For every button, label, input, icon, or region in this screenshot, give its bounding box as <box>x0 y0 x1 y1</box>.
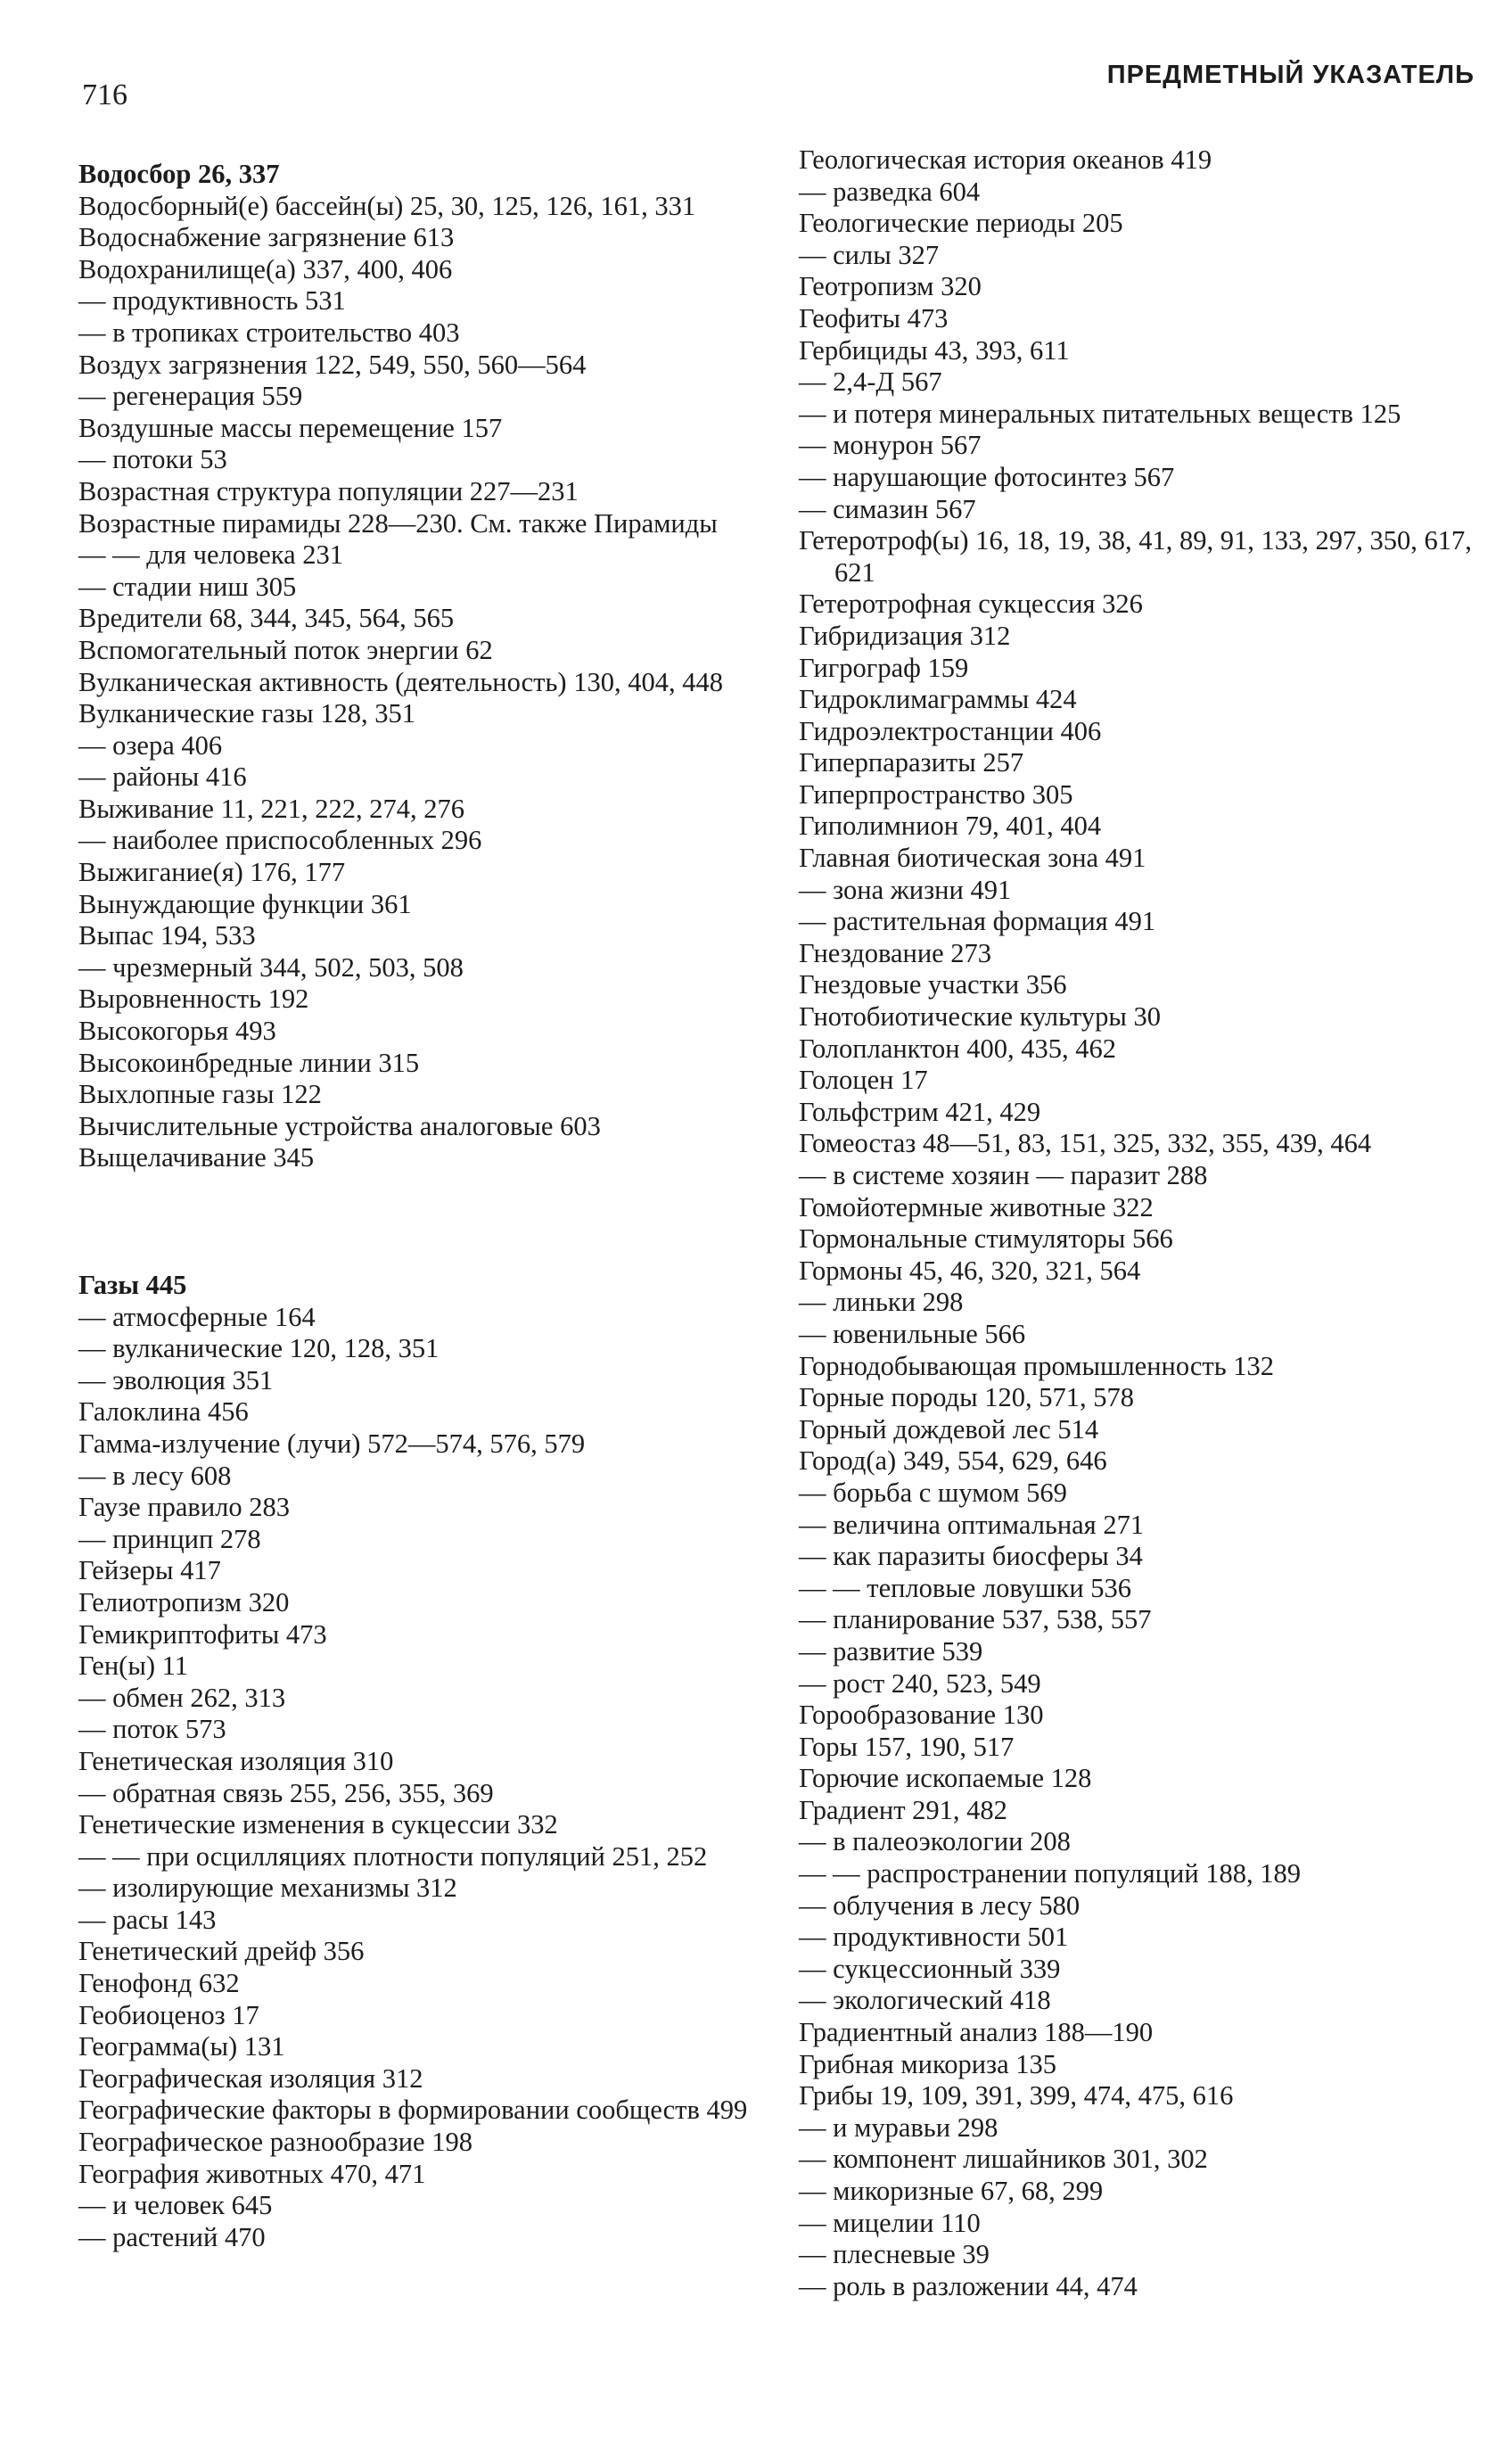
index-entry: Градиент 291, 482 <box>799 1794 1007 1825</box>
index-entry: — растительная формация 491 <box>799 906 1156 937</box>
index-entry: — и муравьи 298 <box>799 2111 998 2143</box>
index-entry: Высокогорья 493 <box>78 1016 276 1047</box>
index-entry: Гелиотропизм 320 <box>78 1586 290 1617</box>
index-entry: — — при осцилляциях плотности популяций 251, 252 <box>78 1840 708 1872</box>
index-entry: — в лесу 608 <box>78 1460 232 1491</box>
index-entry: Геограмма(ы) 131 <box>78 2031 285 2062</box>
index-entry: — эволюция 351 <box>78 1364 274 1395</box>
index-entry: Географическое разнообразие 198 <box>78 2127 472 2158</box>
index-entry: — зона жизни 491 <box>799 874 1012 905</box>
index-entry: — в системе хозяин — паразит 288 <box>799 1160 1208 1190</box>
index-entry: Гидроклимаграммы 424 <box>799 684 1077 715</box>
index-entry: — борьба с шумом 569 <box>799 1477 1067 1508</box>
index-entry: Горнодобывающая промышленность 132 <box>799 1350 1275 1381</box>
index-entry: — — для человека 231 <box>78 539 344 571</box>
index-entry: Гормональные стимуляторы 566 <box>799 1223 1173 1255</box>
index-entry: — продуктивности 501 <box>799 1922 1069 1953</box>
index-entry: Гиперпространство 305 <box>799 778 1073 810</box>
index-entry: — силы 327 <box>799 239 940 270</box>
index-entry: Горообразование 130 <box>799 1700 1044 1731</box>
index-entry: — в тропиках строительство 403 <box>78 317 460 348</box>
index-entry: Гомеостаз 48—51, 83, 151, 325, 332, 355, 439, 464 <box>799 1128 1372 1159</box>
index-entry: Гейзеры 417 <box>78 1555 221 1586</box>
index-entry: Гомойотермные животные 322 <box>799 1191 1154 1222</box>
index-entry: Геофиты 473 <box>799 302 949 333</box>
index-entry: Возрастная структура популяции 227—231 <box>78 475 579 506</box>
index-entry: Гетеротрофная сукцессия 326 <box>799 589 1143 620</box>
index-entry: Высокоинбредные линии 315 <box>78 1047 420 1078</box>
index-entry: Вулканические газы 128, 351 <box>78 698 416 729</box>
index-entry: — экологический 418 <box>799 1985 1051 2016</box>
index-entry: Водосборный(е) бассейн(ы) 25, 30, 125, 126, 161, 331 <box>78 190 696 221</box>
index-entry: Генетические изменения в сукцессии 332 <box>78 1809 558 1840</box>
index-entry: — районы 416 <box>78 761 247 793</box>
index-entry: Генетический дрейф 356 <box>78 1936 365 1967</box>
index-entry: География животных 470, 471 <box>78 2158 426 2189</box>
index-entry: Водохранилище(а) 337, 400, 406 <box>78 253 453 284</box>
index-entry: — развитие 539 <box>799 1635 983 1667</box>
index-entry: Гнездовые участки 356 <box>799 969 1067 1000</box>
index-entry: Гетеротроф(ы) 16, 18, 19, 38, 41, 89, 91, 133, 297, 350, 617, 621 <box>799 525 1472 588</box>
index-entry: Горный дождевой лес 514 <box>799 1413 1099 1445</box>
index-entry: Выровненность 192 <box>78 984 309 1015</box>
index-entry: Вынуждающие функции 361 <box>78 888 412 919</box>
index-entry: — изолирующие механизмы 312 <box>78 1873 457 1904</box>
index-entry: Вулканическая активность (деятельность) 130, 404, 448 <box>78 666 723 697</box>
index-entry: Гнотобиотические культуры 30 <box>799 1001 1161 1033</box>
index-entry: — планирование 537, 538, 557 <box>799 1604 1152 1635</box>
index-entry: — плесневые 39 <box>799 2239 990 2270</box>
index-entry: — облучения в лесу 580 <box>799 1889 1081 1921</box>
index-entry: — регенерация 559 <box>78 381 303 412</box>
index-entry: — симазин 567 <box>799 493 976 524</box>
index-entry: — — тепловые ловушки 536 <box>799 1572 1132 1603</box>
index-entry: — 2,4-Д 567 <box>799 366 942 398</box>
index-entry: Градиентный анализ 188—190 <box>799 2017 1154 2048</box>
index-entry: Воздушные массы перемещение 157 <box>78 412 503 443</box>
index-entry: — мицелии 110 <box>799 2207 981 2238</box>
index-entry: Возрастные пирамиды 228—230. См. также Пирамиды <box>78 507 718 539</box>
index-entry: Геологическая история океанов 419 <box>799 144 1212 175</box>
index-entry: — озера 406 <box>78 729 223 761</box>
index-entry: Город(а) 349, 554, 629, 646 <box>799 1445 1107 1477</box>
index-entry: Геотропизм 320 <box>799 271 982 302</box>
index-entry: Вспомогательный поток энергии 62 <box>78 634 493 665</box>
index-entry: — и потеря минеральных питательных веществ 125 <box>799 398 1401 429</box>
index-entry: Водосбор 26, 337 <box>78 159 280 189</box>
index-entry: Генофонд 632 <box>78 1968 240 1999</box>
index-entry: Вычислительные устройства аналоговые 603 <box>78 1110 601 1141</box>
left-column <box>78 159 754 2253</box>
index-entry: — компонент лишайников 301, 302 <box>799 2144 1208 2175</box>
index-entry: Гормоны 45, 46, 320, 321, 564 <box>799 1255 1141 1286</box>
index-entry: Выхлопные газы 122 <box>78 1079 322 1110</box>
index-entry: — в палеоэкологии 208 <box>799 1826 1071 1857</box>
index-entry: — линьки 298 <box>799 1287 964 1318</box>
index-entry: Гольфстрим 421, 429 <box>799 1096 1041 1127</box>
index-entry: — поток 573 <box>78 1714 226 1745</box>
index-entry: — монурон 567 <box>799 430 982 461</box>
index-entry: — — распространении популяций 188, 189 <box>799 1858 1302 1889</box>
index-entry: Голопланктон 400, 435, 462 <box>799 1033 1116 1064</box>
index-entry: Выпас 194, 533 <box>78 920 256 951</box>
index-entry: Выживание 11, 221, 222, 274, 276 <box>78 793 464 824</box>
index-entry: — наиболее приспособленных 296 <box>78 825 482 856</box>
index-entry: — сукцессионный 339 <box>799 1953 1061 1984</box>
index-entry: — стадии ниш 305 <box>78 571 297 602</box>
index-entry: Гербициды 43, 393, 611 <box>799 334 1070 366</box>
right-column <box>799 144 1473 2302</box>
index-entry: — нарушающие фотосинтез 567 <box>799 461 1175 492</box>
index-entry: — ювенильные 566 <box>799 1318 1026 1349</box>
index-entry: Голоцен 17 <box>799 1065 928 1096</box>
running-head: ПРЕДМЕТНЫЙ УКАЗАТЕЛЬ <box>1106 61 1475 89</box>
index-entry: Гамма-излучение (лучи) 572—574, 576, 579 <box>78 1428 586 1459</box>
index-entry: Грибная микориза 135 <box>799 2048 1056 2079</box>
index-entry: — растений 470 <box>78 2221 266 2252</box>
index-entry: — расы 143 <box>78 1904 217 1935</box>
index-entry: Водоснабжение загрязнение 613 <box>78 222 455 253</box>
index-entry: — рост 240, 523, 549 <box>799 1667 1041 1699</box>
index-entry: — принцип 278 <box>78 1523 261 1554</box>
index-entry: Вредители 68, 344, 345, 564, 565 <box>78 603 455 634</box>
index-entry: Горы 157, 190, 517 <box>799 1731 1015 1762</box>
index-entry: Горючие ископаемые 128 <box>799 1763 1092 1794</box>
index-entry: Выщелачивание 345 <box>78 1142 315 1173</box>
index-entry: Географические факторы в формировании сообществ 499 <box>78 2095 748 2126</box>
index-entry: — величина оптимальная 271 <box>799 1509 1145 1540</box>
index-entry: — разведка 604 <box>799 176 981 207</box>
index-entry: — микоризные 67, 68, 299 <box>799 2176 1104 2206</box>
index-entry: — роль в разложении 44, 474 <box>799 2270 1138 2301</box>
index-entry: Воздух загрязнения 122, 549, 550, 560—564 <box>78 349 587 380</box>
index-entry: Горные породы 120, 571, 578 <box>799 1382 1135 1413</box>
index-entry: Гнездование 273 <box>799 937 992 968</box>
index-entry: — чрезмерный 344, 502, 503, 508 <box>78 951 464 983</box>
index-entry: — и человек 645 <box>78 2190 273 2221</box>
index-entry: Грибы 19, 109, 391, 399, 474, 475, 616 <box>799 2080 1234 2111</box>
index-entry: Выжигание(я) 176, 177 <box>78 857 346 888</box>
index-entry: Гидроэлектростанции 406 <box>799 715 1102 746</box>
index-entry: Генетическая изоляция 310 <box>78 1745 394 1776</box>
index-entry: — обратная связь 255, 256, 355, 369 <box>78 1777 494 1808</box>
index-entry: Галоклина 456 <box>78 1396 249 1428</box>
page-number: 716 <box>82 78 127 111</box>
index-entry: Газы 445 <box>78 1270 187 1300</box>
index-entry: — вулканические 120, 128, 351 <box>78 1333 440 1364</box>
index-entry: — продуктивность 531 <box>78 285 346 317</box>
index-entry: Гемикриптофиты 473 <box>78 1618 327 1650</box>
index-entry: Ген(ы) 11 <box>78 1650 188 1682</box>
index-entry: — потоки 53 <box>78 444 227 475</box>
index-entry: Гиполимнион 79, 401, 404 <box>799 811 1102 842</box>
index-entry: Геологические периоды 205 <box>799 208 1123 239</box>
index-entry: Гибридизация 312 <box>799 620 1011 651</box>
index-entry: — как паразиты биосферы 34 <box>799 1541 1143 1572</box>
index-entry: Гигрограф 159 <box>799 652 969 683</box>
index-entry: Главная биотическая зона 491 <box>799 843 1146 874</box>
index-entry: Гиперпаразиты 257 <box>799 747 1024 778</box>
index-entry: — обмен 262, 313 <box>78 1682 286 1713</box>
index-entry: — атмосферные 164 <box>78 1301 316 1332</box>
index-entry: Геобиоценоз 17 <box>78 1999 259 2030</box>
index-entry: Географическая изоляция 312 <box>78 2062 423 2094</box>
index-entry: Гаузе правило 283 <box>78 1492 291 1523</box>
